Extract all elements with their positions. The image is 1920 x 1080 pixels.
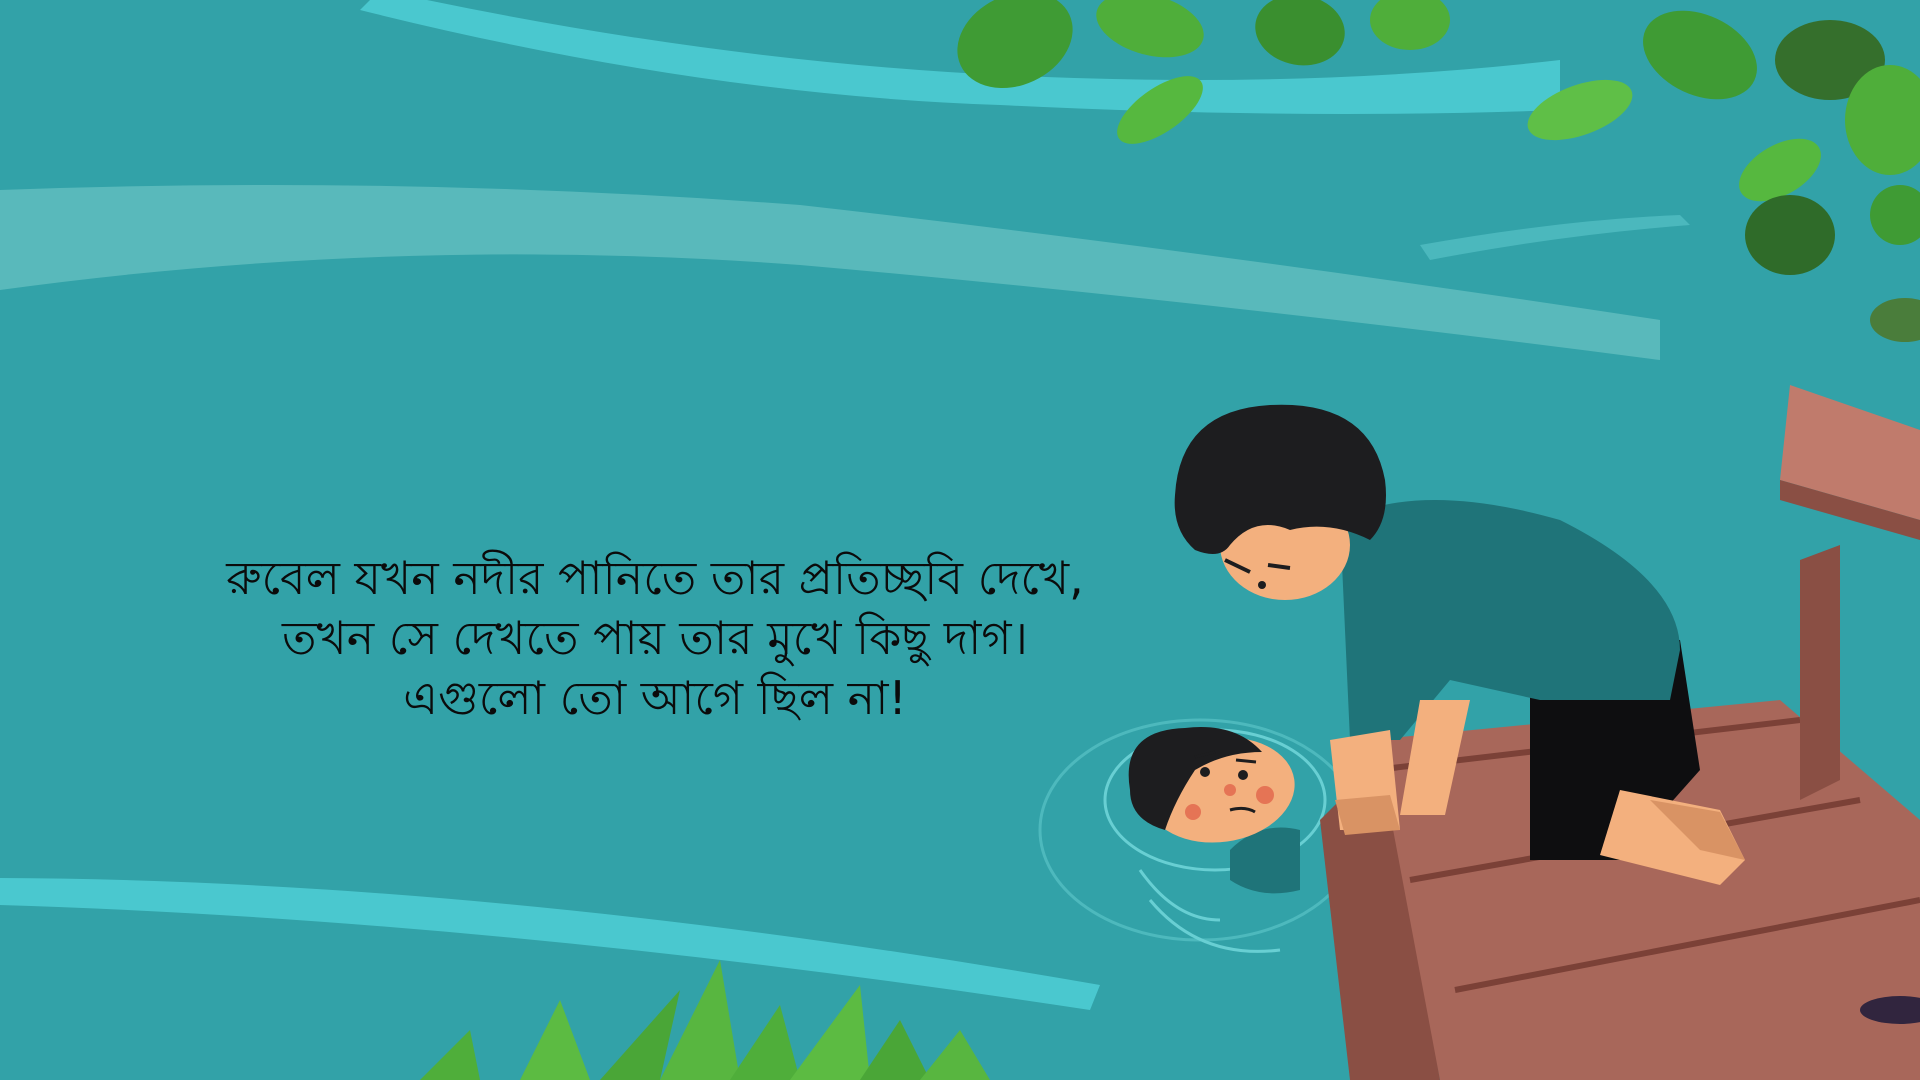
caption-line-1: রুবেল যখন নদীর পানিতে তার প্রতিচ্ছবি দেখে, <box>226 551 1084 605</box>
story-caption <box>215 548 1095 728</box>
caption-line-3: এগুলো তো আগে ছিল না! <box>403 671 907 725</box>
caption-line-2: তখন সে দেখতে পায় তার মুখে কিছু দাগ। <box>282 611 1028 665</box>
